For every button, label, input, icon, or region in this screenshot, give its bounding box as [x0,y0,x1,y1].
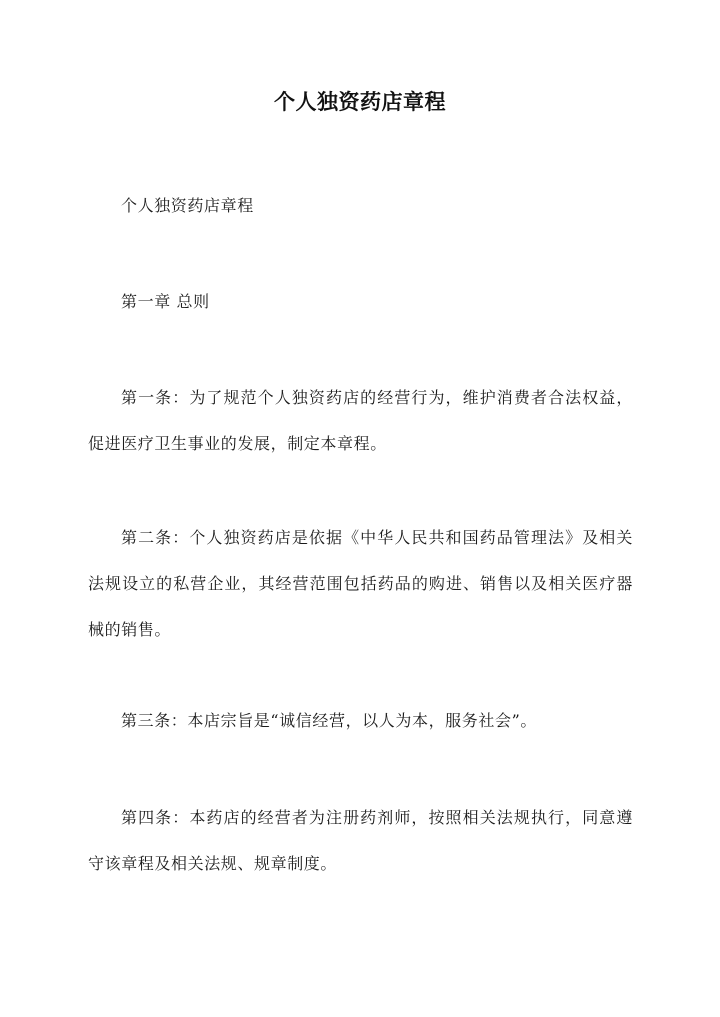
document-title: 个人独资药店章程 [274,89,446,114]
paragraph-chapter-heading: 第一章 总则 [121,292,210,311]
paragraph-subtitle: 个人独资药店章程 [121,196,254,215]
paragraph-article-4: 第四条：本药店的经营者为注册药剂师，按照相关法规执行，同意遵守该章程及相关法规、规章制度。 [88,808,633,873]
paragraph-article-3: 第三条：本店宗旨是“诚信经营，以人为本，服务社会”。 [121,711,537,730]
paragraph-article-2: 第二条：个人独资药店是依据《中华人民共和国药品管理法》及相关法规设立的私营企业，其经营范围包括药品的购进、销售以及相关医疗器械的销售。 [88,528,633,639]
paragraph-article-1: 第一条：为了规范个人独资药店的经营行为，维护消费者合法权益，促进医疗卫生事业的发展，制定本章程。 [88,388,633,453]
